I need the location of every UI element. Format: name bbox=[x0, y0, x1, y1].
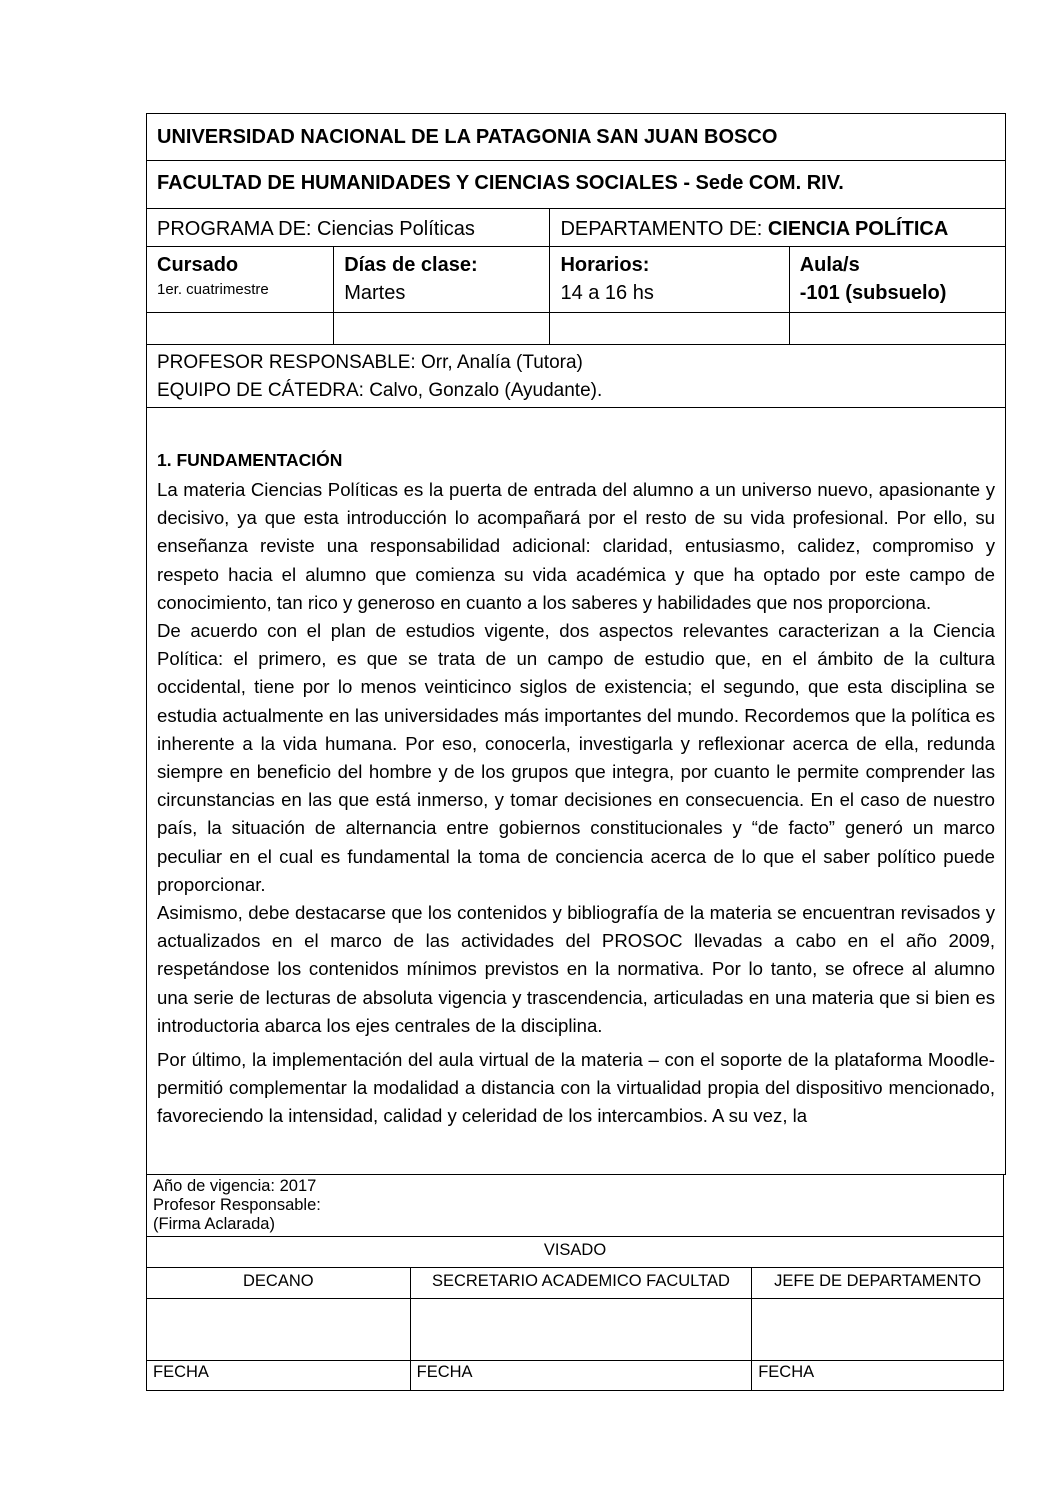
fecha-cell bbox=[410, 1361, 752, 1391]
signature-cell-secretario bbox=[410, 1299, 752, 1361]
cursado-value: 1er. cuatrimestre bbox=[157, 281, 269, 298]
paragraph: De acuerdo con el plan de estudios vigente, dos aspectos relevantes caracterizan a la Ciencia Política: el primero, es que se trata de un campo de estudio que, en el ámbito de la cultura occidental, tiene por lo menos veinticinco siglos de existencia; el segundo, que esta disciplina se estudia actualmente en las universidades más importantes del mundo. Recordemos que la política es inherente a la vida humana. Por eso, conocerla, investigarla y reflexionar acerca de ella, redunda siempre en beneficio del hombre y de los grupos que integra, por cuanto le permite comprender las circunstancias en las que está inmerso, y tomar decisiones en consecuencia. En el caso de nuestro país, la situación de alternancia entre gobiernos constitucionales y “de facto” generó un marco peculiar en el cual es fundamental la toma de conciencia acerca de lo que el saber político puede proporcionar. bbox=[157, 620, 995, 895]
firma-aclarada-label: (Firma Aclarada) bbox=[153, 1215, 275, 1233]
dias-value: Martes bbox=[344, 282, 406, 304]
vigencia-cell bbox=[147, 1175, 1004, 1237]
fundamentacion-cell bbox=[147, 408, 1006, 1175]
aula-cell bbox=[789, 247, 1005, 313]
fecha-cell bbox=[752, 1361, 1004, 1391]
horarios-value: 14 a 16 hs bbox=[560, 282, 654, 304]
empty-cell bbox=[334, 313, 550, 345]
program-cell bbox=[147, 209, 550, 247]
paragraph: Por último, la implementación del aula virtual de la materia – con el soporte de la plataforma Moodle- permitió complementar la modalidad a distancia con la virtualidad propia del dispositivo mencionado, favoreciendo la intensidad, calidad y celeridad de los intercambios. A su vez, la bbox=[157, 1049, 995, 1127]
empty-cell bbox=[147, 313, 334, 345]
department-cell bbox=[550, 209, 1006, 247]
cursado-cell bbox=[147, 247, 334, 313]
faculty-cell bbox=[147, 161, 1006, 209]
program-header-table bbox=[146, 113, 1006, 1175]
empty-cell bbox=[550, 313, 789, 345]
visado-cell bbox=[147, 1237, 1004, 1268]
visado-heading: VISADO bbox=[543, 1241, 607, 1259]
paragraph: Asimismo, debe destacarse que los contenidos y bibliografía de la materia se encuentran revisados y actualizados en el marco de las actividades del PROSOC llevadas a cabo en el año 2009, respetándose los contenidos mínimos previstos en la normativa. Por lo tanto, se ofrece al alumno una serie de lecturas de absoluta vigencia y trascendencia, articuladas en una materia que si bien es introductoria abarca los ejes centrales de la disciplina. bbox=[157, 902, 995, 1036]
fecha-label: FECHA bbox=[153, 1363, 209, 1381]
equipo-catedra: EQUIPO DE CÁTEDRA: Calvo, Gonzalo (Ayudante). bbox=[157, 380, 603, 401]
profesor-responsable-label: Profesor Responsable: bbox=[153, 1196, 321, 1214]
horarios-label: Horarios: bbox=[560, 254, 650, 276]
department-label: DEPARTAMENTO DE: bbox=[560, 218, 763, 240]
decano-cell bbox=[147, 1268, 411, 1299]
university-name: UNIVERSIDAD NACIONAL DE LA PATAGONIA SAN JUAN BOSCO bbox=[157, 126, 778, 148]
secretario-cell bbox=[410, 1268, 752, 1299]
section-title: 1. FUNDAMENTACIÓN bbox=[157, 450, 343, 470]
aula-label: Aula/s bbox=[799, 254, 860, 276]
dias-label: Días de clase: bbox=[344, 254, 478, 276]
empty-cell bbox=[789, 313, 1005, 345]
fecha-label: FECHA bbox=[758, 1363, 815, 1381]
dias-cell bbox=[334, 247, 550, 313]
program-label: PROGRAMA DE: bbox=[157, 218, 312, 240]
jefe-cell bbox=[752, 1268, 1004, 1299]
vigencia-text: Año de vigencia: 2017 bbox=[153, 1177, 317, 1195]
staff-cell bbox=[147, 345, 1006, 408]
fecha-label: FECHA bbox=[416, 1363, 473, 1381]
signature-cell-jefe bbox=[752, 1299, 1004, 1361]
university-cell bbox=[147, 114, 1006, 161]
horarios-cell bbox=[550, 247, 789, 313]
jefe-label: JEFE DE DEPARTAMENTO bbox=[774, 1272, 982, 1290]
profesor-responsable: PROFESOR RESPONSABLE: Orr, Analía (Tutora) bbox=[157, 352, 583, 373]
program-value: Ciencias Políticas bbox=[317, 218, 475, 240]
signature-cell-decano bbox=[147, 1299, 411, 1361]
secretario-label: SECRETARIO ACADEMICO FACULTAD bbox=[431, 1272, 730, 1290]
fecha-cell bbox=[147, 1361, 411, 1391]
decano-label: DECANO bbox=[243, 1272, 314, 1290]
department-value: CIENCIA POLÍTICA bbox=[767, 218, 949, 240]
visado-table bbox=[146, 1174, 1004, 1391]
cursado-label: Cursado bbox=[157, 254, 239, 276]
faculty-name: FACULTAD DE HUMANIDADES Y CIENCIAS SOCIALES - Sede COM. RIV. bbox=[157, 172, 844, 194]
aula-value: -101 (subsuelo) bbox=[799, 282, 947, 304]
paragraph: La materia Ciencias Políticas es la puerta de entrada del alumno a un universo nuevo, apasionante y decisivo, ya que esta introducción lo acompañará por el resto de su vida profesional. Por ello, su enseñanza reviste una responsabilidad adicional: claridad, entusiasmo, calidez, compromiso y respeto hacia el alumno que comienza su vida académica y que ha optado por este campo de conocimiento, tan rico y generoso en cuanto a los saberes y habilidades que nos proporciona. bbox=[157, 479, 995, 613]
